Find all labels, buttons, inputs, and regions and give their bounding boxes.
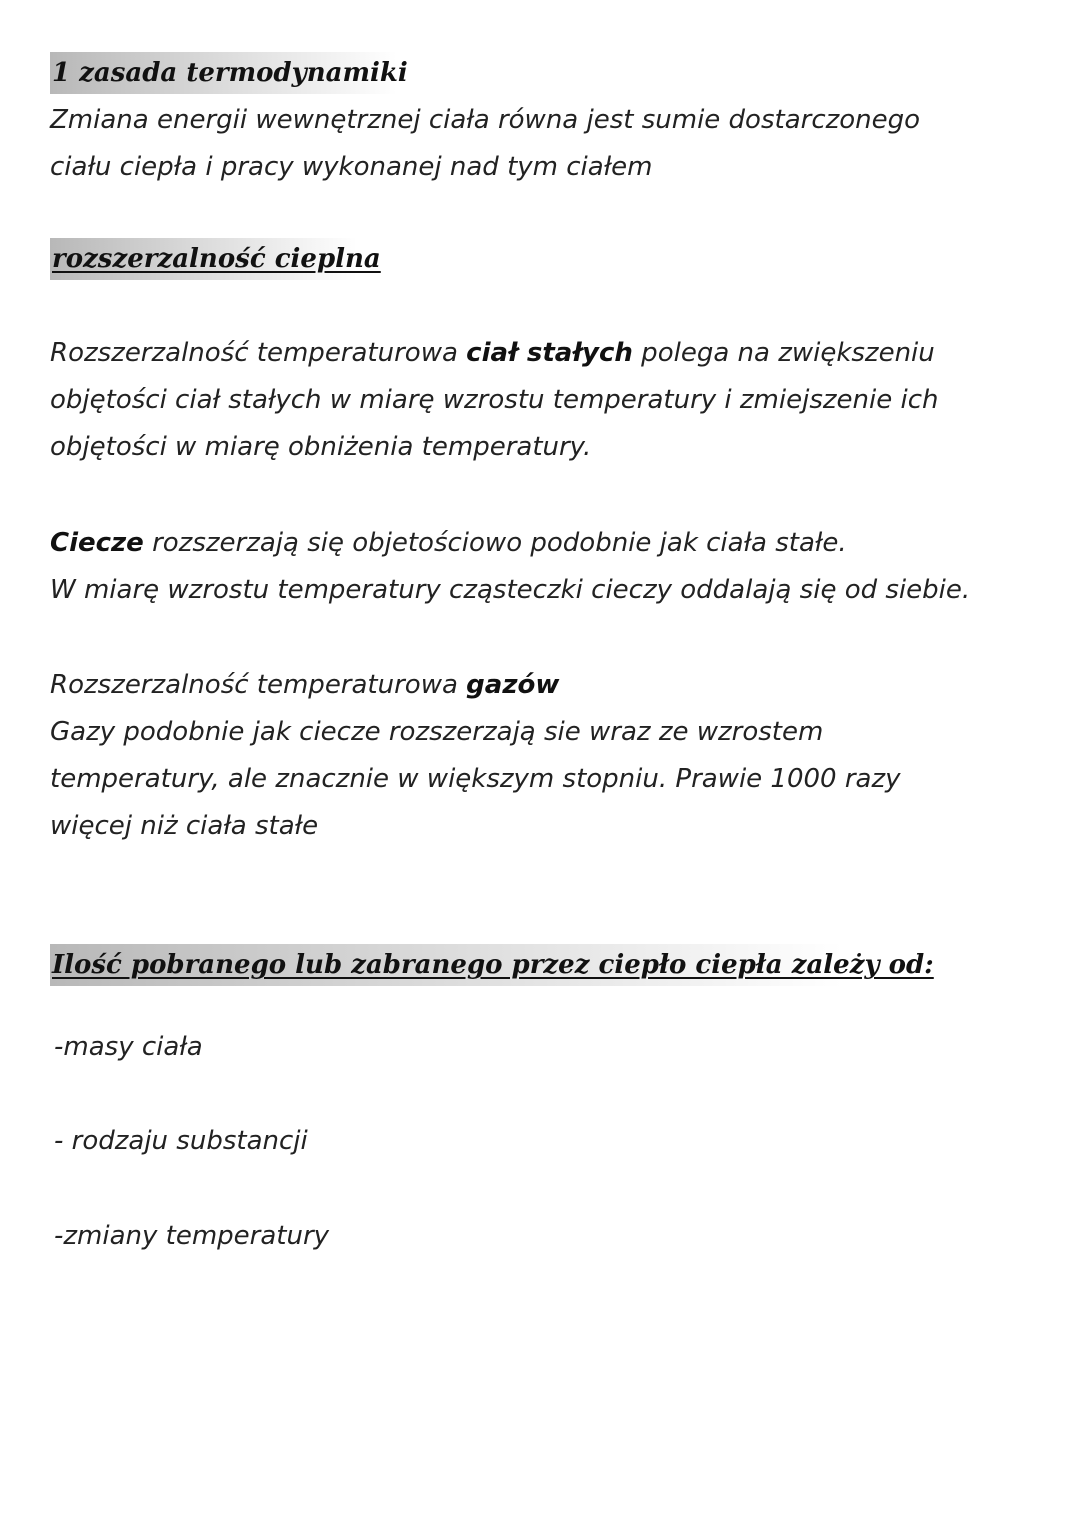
list-item: - rodzaju substancji bbox=[54, 1126, 308, 1156]
text-line: temperatury, ale znacznie w większym stopniu. Prawie 1000 razy bbox=[50, 764, 901, 794]
text-line bbox=[50, 520, 970, 567]
paragraph-liquids bbox=[50, 520, 970, 614]
text-line: ciału ciepła i pracy wykonanej nad tym ciałem bbox=[50, 152, 653, 182]
paragraph-first-law bbox=[50, 97, 920, 191]
text-span: Rozszerzalność temperaturowa bbox=[50, 338, 467, 368]
bold-term-liquids: Ciecze bbox=[50, 528, 144, 558]
text-span: rozszerzają się objetościowo podobnie jak ciała stałe. bbox=[143, 528, 847, 558]
heading-thermal-expansion bbox=[50, 238, 381, 280]
bold-term-solids: ciał stałych bbox=[466, 338, 633, 368]
text-span: Rozszerzalność temperaturowa bbox=[50, 670, 467, 700]
paragraph-solids bbox=[50, 330, 938, 471]
heading-first-law-text: 1 zasada termodynamiki bbox=[52, 58, 408, 88]
text-span: polega na zwiększeniu bbox=[632, 338, 935, 368]
list-item: -zmiany temperatury bbox=[54, 1221, 330, 1251]
text-line: objętości w miarę obniżenia temperatury. bbox=[50, 432, 592, 462]
paragraph-gases bbox=[50, 662, 901, 850]
heading-heat-amount-text: Ilość pobranego lub zabranego przez ciepło ciepła zależy od: bbox=[52, 950, 934, 980]
text-line: Gazy podobnie jak ciecze rozszerzają sie wraz ze wzrostem bbox=[50, 717, 824, 747]
text-line: W miarę wzrostu temperatury cząsteczki cieczy oddalają się od siebie. bbox=[50, 575, 971, 605]
text-line: objętości ciał stałych w miarę wzrostu temperatury i zmiejszenie ich bbox=[50, 385, 939, 415]
bold-term-gases: gazów bbox=[466, 670, 560, 700]
text-line bbox=[50, 662, 901, 709]
heading-heat-amount bbox=[50, 944, 934, 986]
text-line: Zmiana energii wewnętrznej ciała równa jest sumie dostarczonego bbox=[50, 105, 921, 135]
text-line bbox=[50, 330, 938, 377]
heading-thermal-expansion-text: rozszerzalność cieplna bbox=[52, 244, 381, 274]
text-line: więcej niż ciała stałe bbox=[50, 811, 319, 841]
list-item: -masy ciała bbox=[54, 1032, 203, 1062]
heading-first-law bbox=[50, 52, 408, 94]
